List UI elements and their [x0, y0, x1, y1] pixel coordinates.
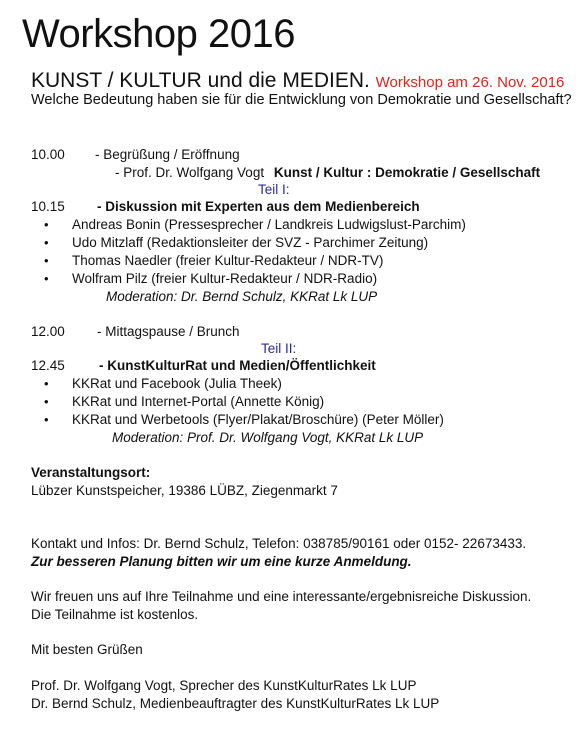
page-title: Workshop 2016	[22, 12, 295, 56]
contact-info: Kontakt und Infos: Dr. Bernd Schulz, Telefon: 038785/90161 oder 0152- 22673433.	[31, 536, 527, 551]
part1-item: Wolfram Pilz (freier Kultur-Redakteur / NDR-Radio)	[72, 271, 378, 286]
part2-teil: Teil II:	[261, 341, 297, 356]
part2-moderation: Moderation: Prof. Dr. Wolfgang Vogt, KKRat Lk LUP	[112, 430, 424, 445]
bullet-icon: •	[44, 235, 49, 250]
signature-line: Dr. Bernd Schulz, Medienbeauftragter des KunstKulturRates Lk LUP	[31, 696, 440, 711]
opening-topic: Kunst / Kultur : Demokratie / Gesellschaft	[273, 165, 541, 180]
registration-note: Zur besseren Planung bitten wir um eine kurze Anmeldung.	[31, 554, 412, 569]
part2-time: 12.45	[31, 358, 65, 373]
bullet-icon: •	[44, 217, 49, 232]
event-question: Welche Bedeutung haben sie für die Entwicklung von Demokratie und Gesellschaft?	[31, 92, 572, 108]
part1-item: Thomas Naedler (freier Kultur-Redakteur / NDR-TV)	[72, 253, 384, 268]
signature-line: Prof. Dr. Wolfgang Vogt, Sprecher des KunstKulturRates Lk LUP	[31, 678, 417, 693]
part1-item: Andreas Bonin (Pressesprecher / Landkreis Ludwigslust-Parchim)	[72, 217, 466, 232]
bullet-icon: •	[44, 376, 49, 391]
heading-main: KUNST / KULTUR und die MEDIEN.	[31, 69, 370, 92]
lunch-label: - Mittagspause / Brunch	[97, 324, 240, 339]
bullet-icon: •	[44, 253, 49, 268]
heading-date: Workshop am 26. Nov. 2016	[375, 74, 565, 91]
bullet-icon: •	[44, 412, 49, 427]
part1-time: 10.15	[31, 199, 65, 214]
part2-title: - KunstKulturRat und Medien/Öffentlichkeit	[99, 358, 376, 373]
bullet-icon: •	[44, 394, 49, 409]
bullet-icon: •	[44, 271, 49, 286]
part1-teil: Teil I:	[258, 182, 290, 197]
venue-address: Lübzer Kunstspeicher, 19386 LÜBZ, Ziegenmarkt 7	[31, 483, 338, 498]
opening-speaker-line	[115, 166, 540, 180]
event-heading	[31, 70, 564, 91]
invite-line: Die Teilnahme ist kostenlos.	[31, 607, 199, 622]
opening-label: - Begrüßung / Eröffnung	[95, 147, 240, 162]
part2-item: KKRat und Werbetools (Flyer/Plakat/Broschüre) (Peter Möller)	[72, 412, 444, 427]
venue-label: Veranstaltungsort:	[31, 465, 151, 480]
opening-time: 10.00	[31, 147, 65, 162]
lunch-time: 12.00	[31, 324, 65, 339]
part2-item: KKRat und Facebook (Julia Theek)	[72, 376, 282, 391]
part1-title: - Diskussion mit Experten aus dem Medienbereich	[97, 199, 420, 214]
invite-line: Wir freuen uns auf Ihre Teilnahme und eine interessante/ergebnisreiche Diskussion.	[31, 589, 532, 604]
greeting: Mit besten Grüßen	[31, 642, 143, 657]
part2-item: KKRat und Internet-Portal (Annette König)	[72, 394, 325, 409]
part1-moderation: Moderation: Dr. Bernd Schulz, KKRat Lk LUP	[106, 289, 378, 304]
opening-speaker: - Prof. Dr. Wolfgang Vogt	[115, 165, 265, 180]
part1-item: Udo Mitzlaff (Redaktionsleiter der SVZ - Parchimer Zeitung)	[72, 235, 429, 250]
